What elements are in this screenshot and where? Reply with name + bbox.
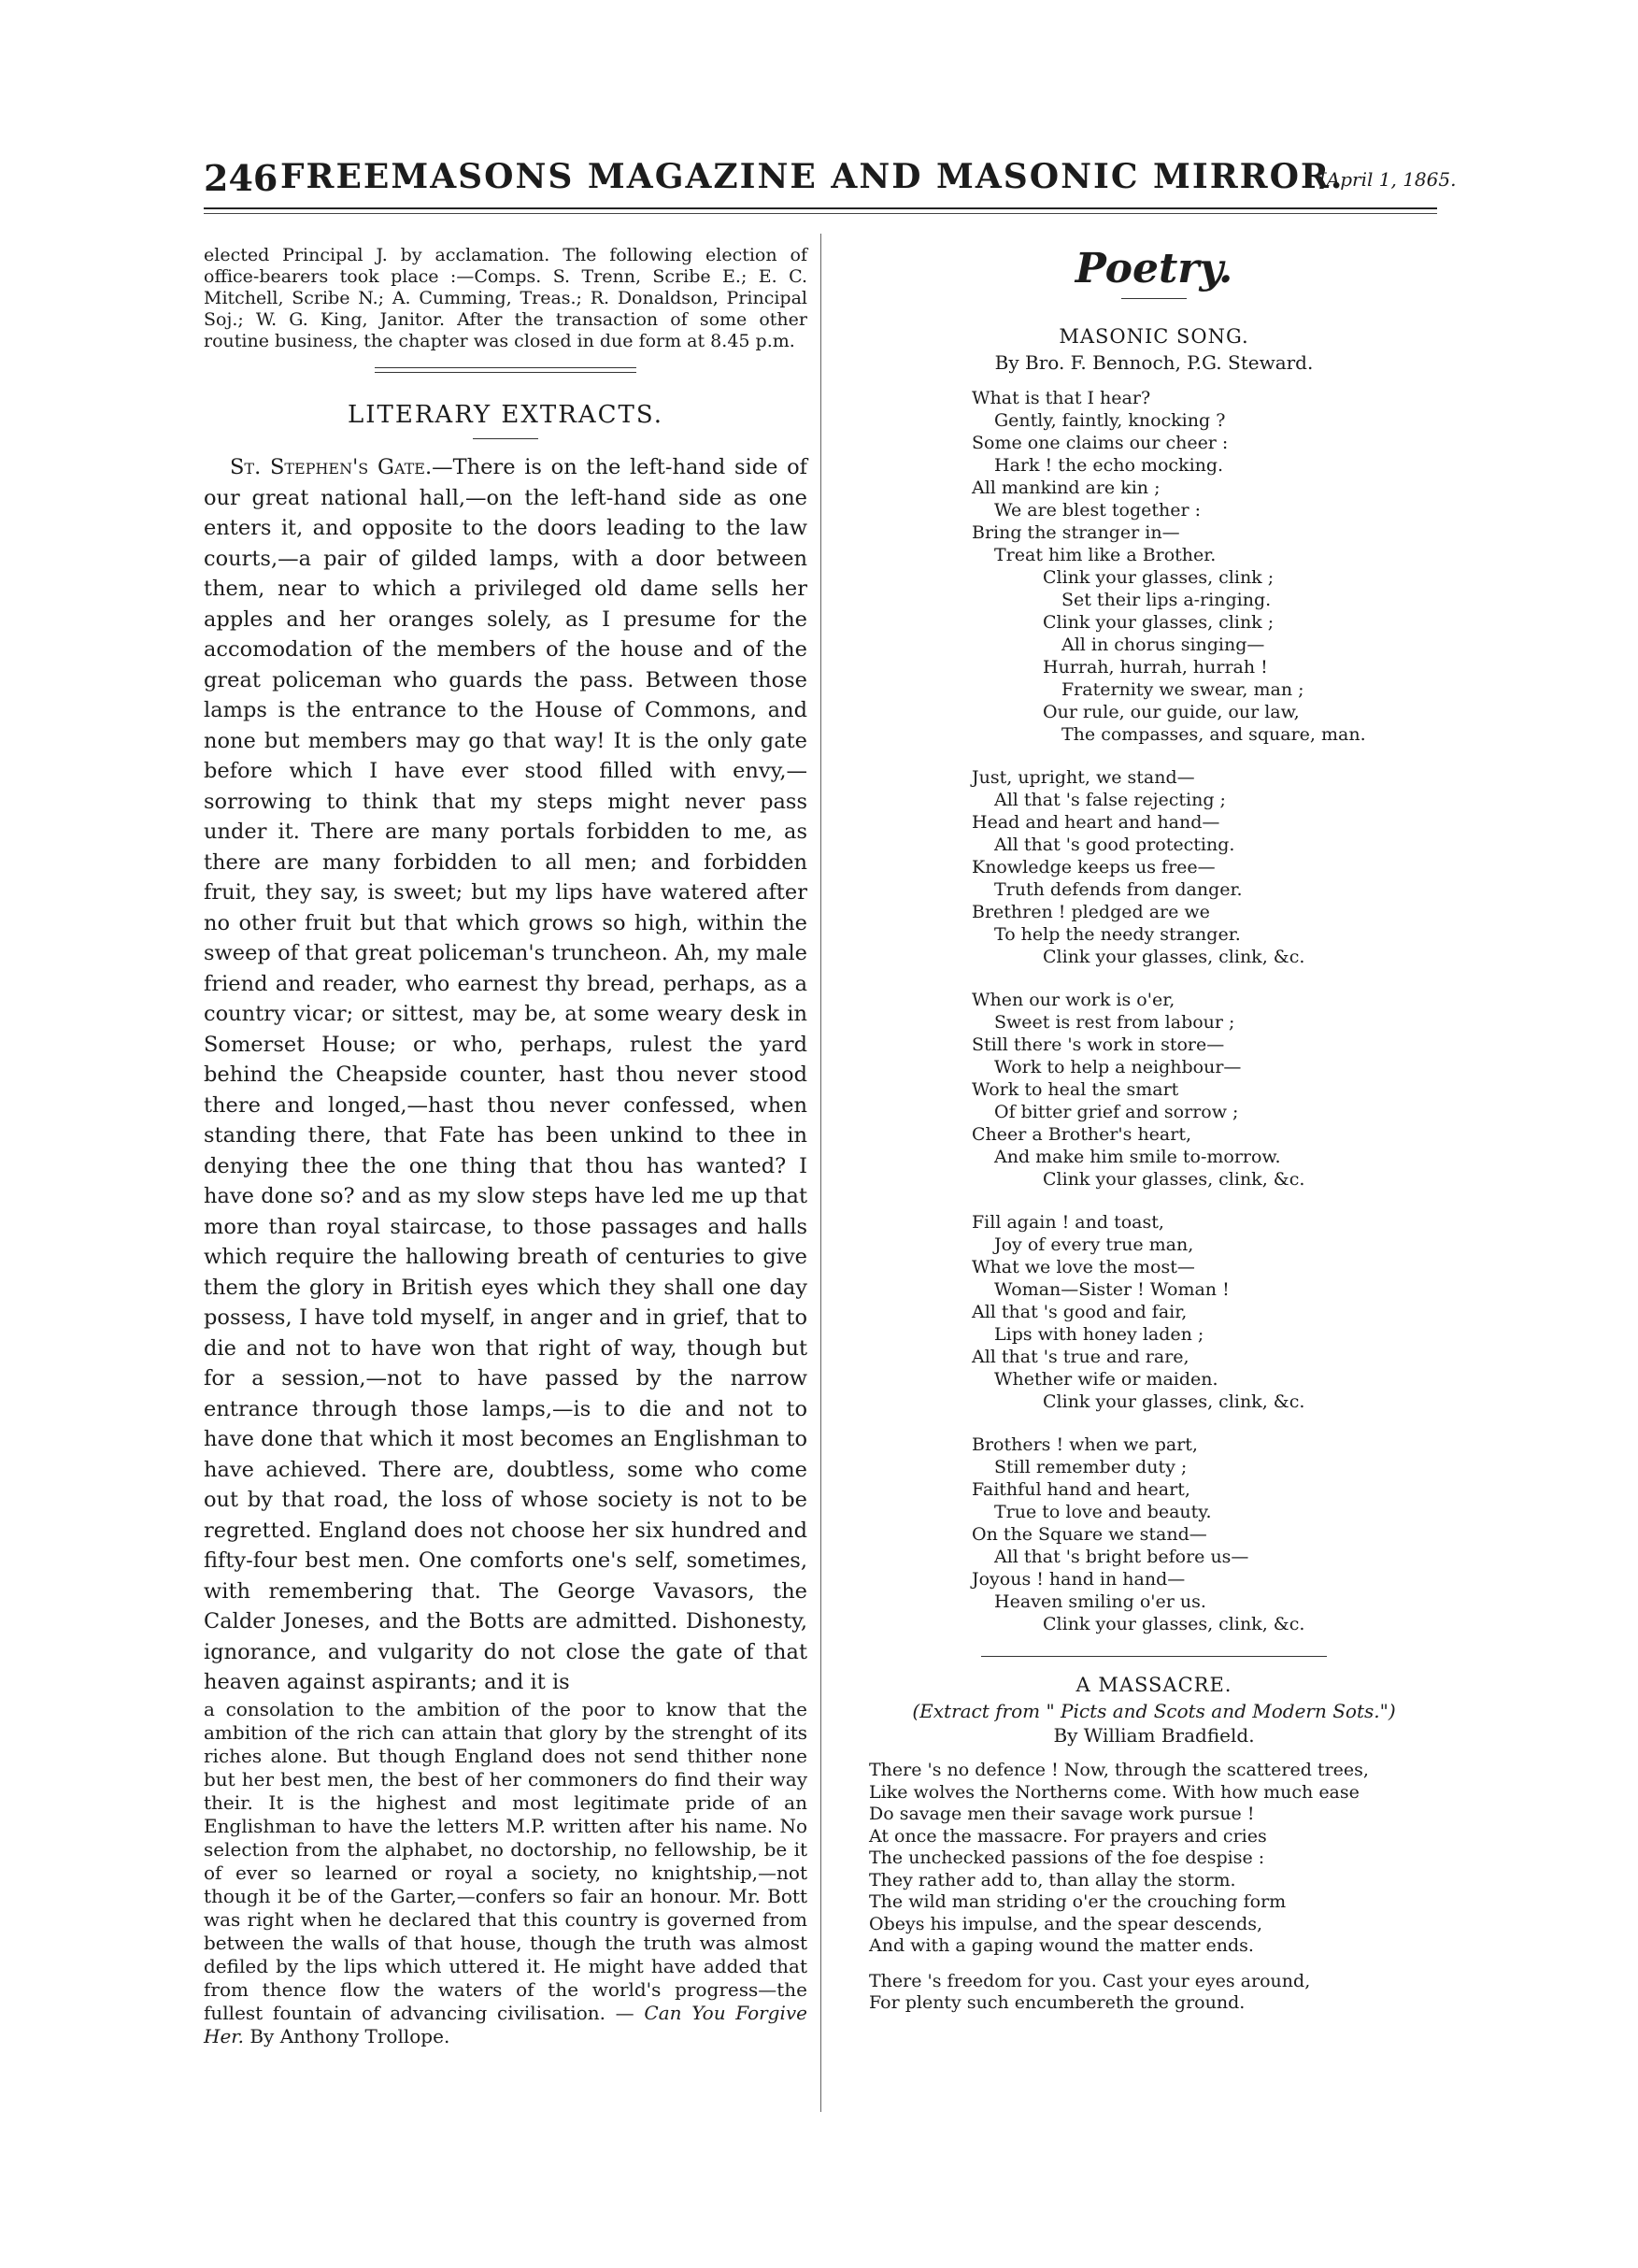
poem-line: Hark ! the echo mocking. xyxy=(994,455,1224,476)
poem-line: There 's no defence ! Now, through the scattered trees, xyxy=(869,1760,1369,1780)
poem-line: Clink your glasses, clink, &c. xyxy=(1043,1614,1305,1634)
poem-line: When our work is o'er, xyxy=(972,990,1175,1010)
column-divider xyxy=(820,234,821,2112)
issue-date: [April 1, 1865. xyxy=(1319,168,1457,191)
song-byline: By Bro. F. Bennoch, P.G. Steward. xyxy=(994,351,1314,374)
header-rule xyxy=(204,207,1437,209)
poem-line: Of bitter grief and sorrow ; xyxy=(994,1102,1239,1122)
song-stanza xyxy=(972,989,1439,1191)
poem-line: Clink your glasses, clink, &c. xyxy=(1043,1169,1305,1190)
section-heading: LITERARY EXTRACTS. xyxy=(348,401,663,429)
poem-line: All that 's good and fair, xyxy=(972,1302,1188,1322)
poem-line: Woman—Sister ! Woman ! xyxy=(994,1279,1230,1300)
right-column xyxy=(869,245,1439,2028)
poem-line: Obeys his impulse, and the spear descends, xyxy=(869,1913,1263,1934)
page-number: 246 xyxy=(204,157,278,199)
poem-line: Sweet is rest from labour ; xyxy=(994,1012,1235,1033)
poem-line: For plenty such encumbereth the ground. xyxy=(869,1992,1246,2013)
poem-line: All that 's good protecting. xyxy=(994,834,1235,855)
poem-line: Heaven smiling o'er us. xyxy=(994,1591,1206,1612)
masthead: FREEMASONS MAGAZINE AND MASONIC MIRROR. xyxy=(280,157,1345,196)
poem-line: All in chorus singing— xyxy=(1061,635,1265,655)
poem-line: Still there 's work in store— xyxy=(972,1034,1225,1055)
poem-line: What is that I hear? xyxy=(972,388,1151,408)
poem-line: Cheer a Brother's heart, xyxy=(972,1124,1192,1145)
poem-line: Whether wife or maiden. xyxy=(994,1369,1218,1390)
poem-line: The wild man striding o'er the crouching form xyxy=(869,1891,1287,1912)
poem-line: Still remember duty ; xyxy=(994,1457,1188,1477)
poem-line: They rather add to, than allay the storm. xyxy=(869,1869,1236,1890)
poem-line: Joyous ! hand in hand— xyxy=(972,1569,1186,1590)
article-main-text: —There is on the left-hand side of our great national hall,—on the left-hand side as one enters it, and opposite to the doors leading to the law courts,—a pair of gilded lamps, with a door between them, near to which a privileged old dame sells her apples and her oranges solely, as I presume for the accomodation of the members of the house and of the great policeman who guards the pass. Between those lamps is the entrance to the House of Commons, and none but members may go that way! It is the only gate before which I have ever stood filled with envy,—sorrowing to think that my steps might never pass under it. There are many portals forbidden to me, as there are many forbidden to all men; and forbidden fruit, they say, is sweet; but my lips have watered after no other fruit but that which grows so high, within the sweep of that great policeman's truncheon. Ah, my male friend and reader, who earnest thy bread, perhaps, as a country vicar; or sittest, may be, at some weary desk in Somerset House; or who, perhaps, rulest the yard behind the Cheapside counter, hast thou never stood there and longed,—hast thou never confessed, when standing there, that Fate has been unkind to thee in denying thee the one thing that thou has wanted? I have done so? and as my slow steps have led me up that more than royal staircase, to those passages and halls which require the hallowing breath of centuries to give them the glory in British eyes which they shall one day possess, I have told myself, in anger and in grief, that to die and not to have won that right of way, though but for a session,—not to have passed by the narrow entrance through those lamps,—is to die and not to have done that which it most becomes an Englishman to have achieved. There are, doubtless, some who come out by that road, the loss of whose society is not to be regretted. England does not choose her six hundred and fifty-four best men. One comforts one's self, sometimes, with remembering that. The George Vavasors, the Calder Joneses, and the Botts are admitted. Dishonesty, ignorance, and vulgarity do not close the gate of that heaven against aspirants; and it is xyxy=(204,455,807,1694)
massacre-stanza xyxy=(869,1971,1439,2015)
poem-line: Clink your glasses, clink, &c. xyxy=(1043,1391,1305,1412)
poem-line: Truth defends from danger. xyxy=(994,879,1243,900)
poem-line: At once the massacre. For prayers and cries xyxy=(869,1825,1267,1847)
poem-line: Clink your glasses, clink, &c. xyxy=(1043,947,1305,967)
poem-line: Fill again ! and toast, xyxy=(972,1212,1164,1233)
poem-line: Gently, faintly, knocking ? xyxy=(994,410,1226,431)
poem-line: All that 's bright before us— xyxy=(994,1547,1249,1567)
poem-separator xyxy=(981,1656,1327,1657)
massacre-stanza xyxy=(869,1760,1439,1958)
poetry-section-title: Poetry. xyxy=(1075,245,1233,292)
poem-line: Hurrah, hurrah, hurrah ! xyxy=(1043,657,1268,678)
massacre-byline: By William Bradfield. xyxy=(1053,1724,1255,1747)
poem-line: To help the needy stranger. xyxy=(994,924,1241,945)
poem-line: On the Square we stand— xyxy=(972,1524,1207,1545)
poem-line: Some one claims our cheer : xyxy=(972,433,1229,453)
poem-line: And with a gaping wound the matter ends. xyxy=(869,1935,1254,1956)
poem-line: Our rule, our guide, our law, xyxy=(1043,702,1300,722)
article-body-continued xyxy=(204,1698,807,2048)
poem-line: Just, upright, we stand— xyxy=(972,767,1195,788)
poem-line: There 's freedom for you. Cast your eyes around, xyxy=(869,1970,1311,1991)
massacre-poem xyxy=(869,1760,1439,2015)
poem-line: The unchecked passions of the foe despise : xyxy=(869,1847,1265,1868)
heading-rule xyxy=(473,438,538,439)
poem-line: Bring the stranger in— xyxy=(972,522,1180,543)
poem-line: Fraternity we swear, man ; xyxy=(1061,679,1304,700)
section-separator xyxy=(375,367,636,373)
poem-line: All that 's false rejecting ; xyxy=(994,790,1226,810)
poem-line: Clink your glasses, clink ; xyxy=(1043,612,1275,633)
poem-line: Faithful hand and heart, xyxy=(972,1479,1190,1500)
article-lead: St. Stephen's Gate. xyxy=(230,455,433,479)
poem-line: Brethren ! pledged are we xyxy=(972,902,1210,922)
poem-line: We are blest together : xyxy=(994,500,1201,521)
poetry-title-rule xyxy=(1121,298,1187,299)
previous-article-ending: elected Principal J. by acclamation. The following election of office-bearers took place :—Comps. S. Trenn, Scribe E.; E. C. Mitchell, Scribe N.; A. Cumming, Treas.; R. Donaldson, Principal Soj.; W. G. King, Janitor. After the transaction of some other routine business, the chapter was closed in due form at 8.45 p.m. xyxy=(204,245,807,351)
poem-line: The compasses, and square, man. xyxy=(1061,724,1366,745)
poem-line: True to love and beauty. xyxy=(994,1502,1212,1522)
poem-line: Do savage men their savage work pursue ! xyxy=(869,1804,1255,1824)
left-column xyxy=(204,245,807,2048)
song-title: MASONIC SONG. xyxy=(1059,325,1249,348)
source-title: Can You Forgive Her. xyxy=(204,2001,807,2047)
poem-line: Head and heart and hand— xyxy=(972,812,1220,833)
poem-line: Lips with honey laden ; xyxy=(994,1324,1204,1345)
poem-line: All mankind are kin ; xyxy=(972,478,1161,498)
poem-line: What we love the most— xyxy=(972,1257,1195,1277)
song-stanza xyxy=(972,387,1439,746)
poem-line: Brothers ! when we part, xyxy=(972,1434,1198,1455)
poem-line: Clink your glasses, clink ; xyxy=(1043,567,1275,588)
massacre-title: A MASSACRE. xyxy=(1075,1674,1232,1696)
song-stanza xyxy=(972,1211,1439,1413)
poem-line: Joy of every true man, xyxy=(994,1234,1194,1255)
header-rule-thin xyxy=(204,213,1437,214)
poem-line: Knowledge keeps us free— xyxy=(972,857,1216,877)
poem-line: Work to heal the smart xyxy=(972,1079,1179,1100)
song-stanza xyxy=(972,766,1439,968)
poem-line: All that 's true and rare, xyxy=(972,1347,1189,1367)
poem-line: Treat him like a Brother. xyxy=(994,545,1217,565)
poem-line: Set their lips a-ringing. xyxy=(1061,590,1272,610)
song-stanza xyxy=(972,1434,1439,1635)
article-small-text: a consolation to the ambition of the poor to know that the ambition of the rich can attain that glory by the strenght of its riches alone. But though England does not send thither none but her best men, the best of her commoners do find their way their. It is the highest and most legitimate pride of an Englishman to have the letters M.P. written after his name. No selection from the alphabet, no doctorship, no fellowship, be it of ever so learned or royal a society, no knightship,—not though it be of the Garter,—confers so fair an honour. Mr. Bott was right when he declared that this country is governed from between the walls of that house, though the truth was almost defiled by the lips which uttered it. He might have added that from thence flow the waters of the world's progress—the fullest fountain of advancing civilisation. — xyxy=(204,1697,807,2024)
poem-line: And make him smile to-morrow. xyxy=(994,1147,1281,1167)
source-author: By Anthony Trollope. xyxy=(249,2024,450,2047)
poem-line: Like wolves the Northerns come. With how much ease xyxy=(869,1781,1360,1803)
massacre-extract-note: (Extract from " Picts and Scots and Modern Sots.") xyxy=(912,1700,1396,1722)
article-body xyxy=(204,452,807,1698)
masonic-song xyxy=(972,387,1439,1635)
poem-line: Work to help a neighbour— xyxy=(994,1057,1242,1077)
